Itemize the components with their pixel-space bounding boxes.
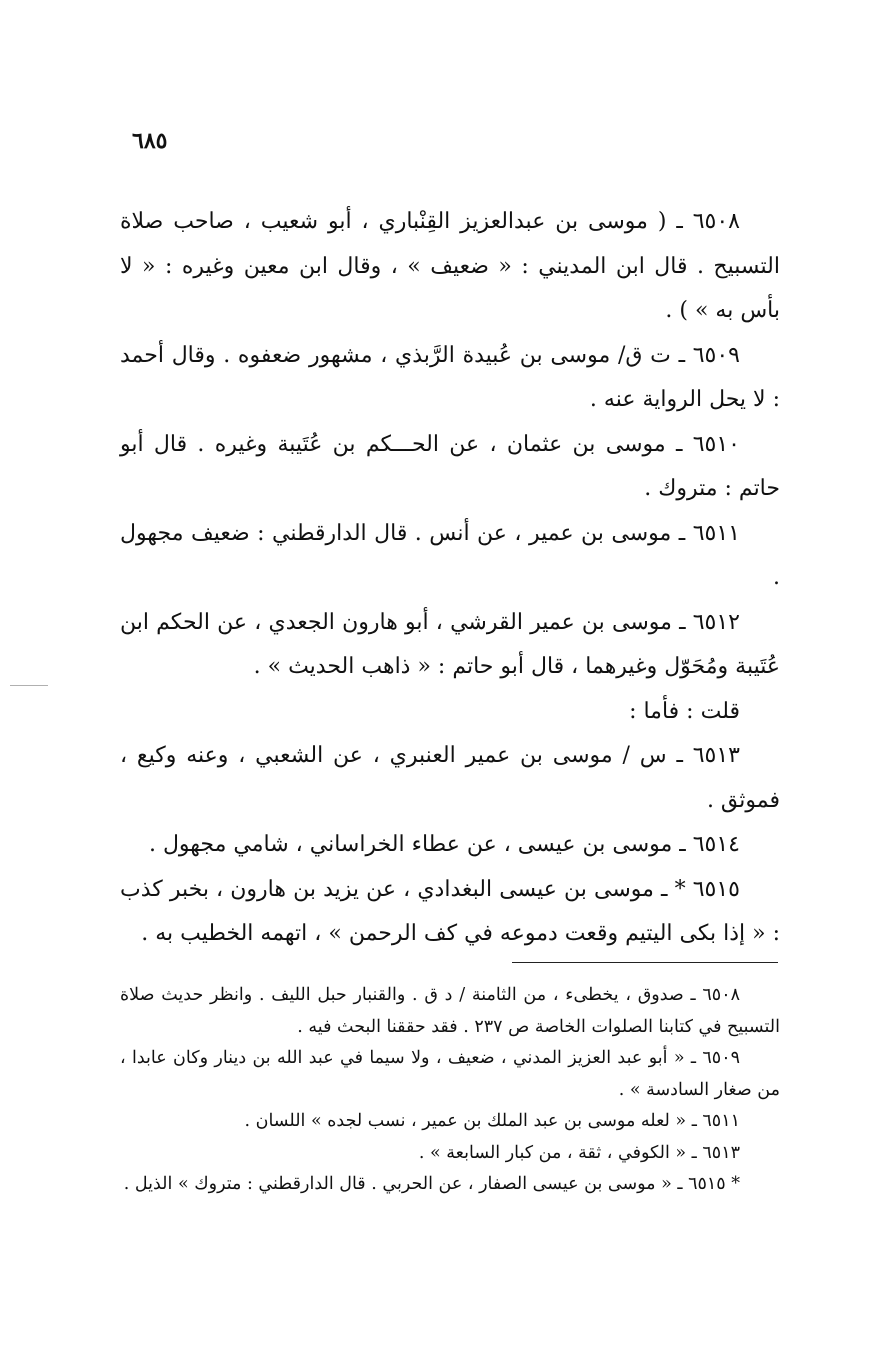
footnote-6515: * ٦٥١٥ ـ « موسى بن عيسى الصفار ، عن الحربي . قال الدارقطني : متروك » الذيل .: [123, 1174, 740, 1194]
entry-6510: ٦٥١٠ ـ موسى بن عثمان ، عن الحـــكم بن عُتَيبة وغيره . قال أبو حاتم : متروك .: [120, 431, 780, 501]
entry-6512-note: قلت : فأما :: [629, 698, 740, 724]
entry-6509: ٦٥٠٩ ـ ت ق/ موسى بن عُبيدة الرَّبذي ، مشهور ضعفوه . وقال أحمد : لا يحل الرواية عنه .: [120, 342, 780, 412]
footnote-separator: [512, 962, 778, 963]
entry-6511: ٦٥١١ ـ موسى بن عمير ، عن أنس . قال الدارقطني : ضعيف مجهول .: [120, 520, 780, 590]
footnote-6513: ٦٥١٣ ـ « الكوفي ، ثقة ، من كبار السابعة » .: [418, 1142, 740, 1163]
entry-6512: ٦٥١٢ ـ موسى بن عمير القرشي ، أبو هارون الجعدي ، عن الحكم ابن عُتَيبة ومُحَوّل وغيرهما ، قال أبو حاتم : « ذاهب الحديث » .: [120, 609, 780, 679]
footnotes: [120, 980, 780, 1201]
footnote-6509: ٦٥٠٩ ـ « أبو عبد العزيز المدني ، ضعيف ، ولا سيما في عبد الله بن دينار وكان عابدا ، من صغار السادسة » .: [120, 1048, 780, 1100]
entry-6508: ٦٥٠٨ ـ ( موسى بن عبدالعزيز القِنْباري ، أبو شعيب ، صاحب صلاة التسبيح . قال ابن المديني : « ضعيف » ، وقال ابن معين وغيره : « لا بأس به » ) .: [120, 209, 780, 323]
biography-entries: [120, 200, 780, 957]
footnote-6511: ٦٥١١ ـ « لعله موسى بن عبد الملك بن عمير ، نسب لجده » اللسان .: [244, 1111, 740, 1131]
entry-6514: ٦٥١٤ ـ موسى بن عيسى ، عن عطاء الخراساني ، شامي مجهول .: [148, 832, 740, 857]
margin-mark: [10, 685, 48, 686]
entry-6515: ٦٥١٥ * ـ موسى بن عيسى البغدادي ، عن يزيد بن هارون ، بخبر كذب : « إذا بكى اليتيم وقعت دموعه في كف الرحمن » ، اتهمه الخطيب به .: [120, 876, 780, 946]
footnote-6508: ٦٥٠٨ ـ صدوق ، يخطىء ، من الثامنة / د ق . والقنبار حبل الليف . وانظر حديث صلاة التسبيح في كتابنا الصلوات الخاصة ص ٢٣٧ . فقد حققنا البحث فيه .: [120, 985, 780, 1037]
entry-6513: ٦٥١٣ ـ س / موسى بن عمير العنبري ، عن الشعبي ، وعنه وكيع ، فموثق .: [120, 743, 780, 813]
page-number: ٦٨٥: [132, 128, 168, 154]
